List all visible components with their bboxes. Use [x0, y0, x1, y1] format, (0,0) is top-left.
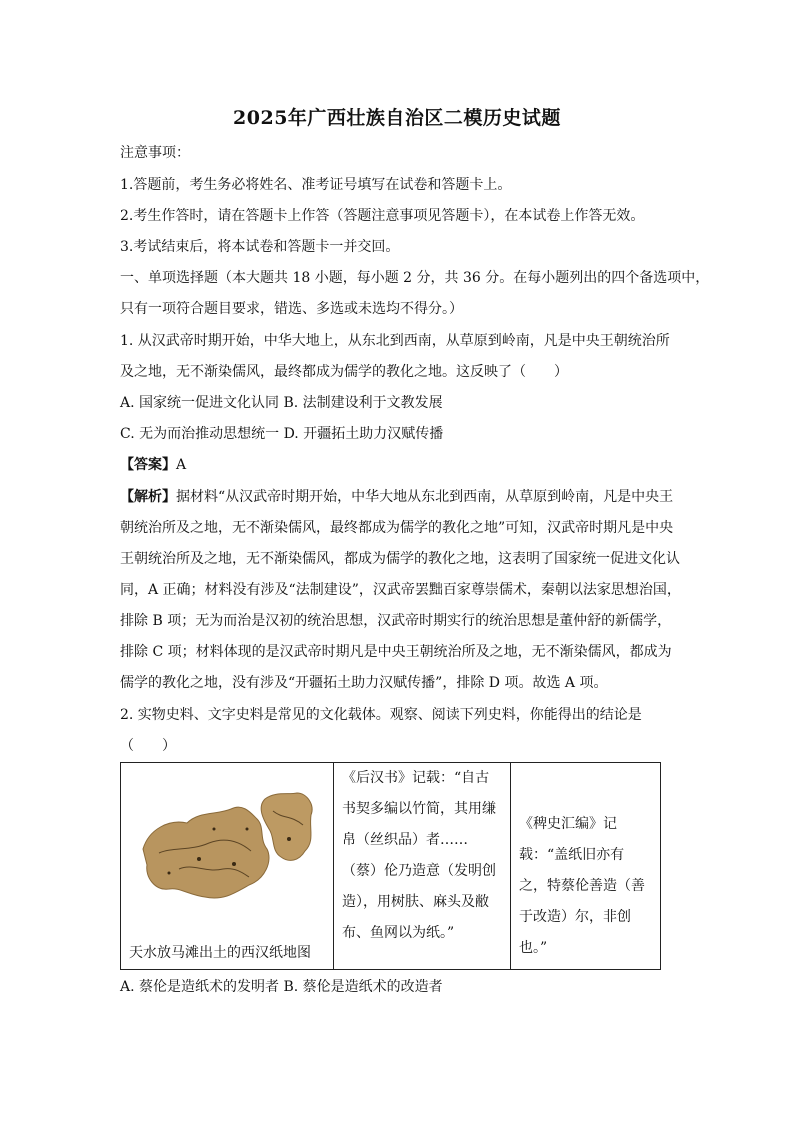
notice-heading: 注意事项：	[120, 145, 190, 161]
q1-stem-line2: 及之地，无不渐染儒风，最终都成为儒学的教化之地。这反映了（ ）	[120, 364, 568, 380]
q1-analysis-line2: 朝统治所及之地，无不渐染儒风，最终都成为儒学的教化之地”可知，汉武帝时期凡是中央	[120, 520, 674, 536]
q1-options-line1: A. 国家统一促进文化认同 B. 法制建设利于文教发展	[120, 395, 443, 411]
q1-stem-line1: 1. 从汉武帝时期开始，中华大地上，从东北到西南，从草原到岭南，凡是中央王朝统治所	[120, 333, 670, 349]
q1-answer	[120, 455, 676, 475]
notice-item-3: 3.考试结束后，将本试卷和答题卡一并交回。	[120, 239, 400, 255]
source-baishi-cell: 《稗史汇编》记载：“盖纸旧亦有之，特蔡伦善造（善于改造）尔，非创也。”	[511, 763, 661, 970]
page-title: 2025年广西壮族自治区二模历史试题	[233, 107, 561, 129]
source-image-cell	[121, 763, 334, 970]
q2-stem-line1: 2. 实物史料、文字史料是常见的文化载体。观察、阅读下列史料，你能得出的结论是	[120, 707, 642, 723]
source-houhanshu-cell: 《后汉书》记载：“自古书契多编以竹简，其用缣帛（丝织品）者……（蔡）伦乃造意（发明创造），用树肤、麻头及敝布、鱼网以为纸。”	[334, 763, 511, 970]
paper-map-image	[139, 789, 319, 909]
q1-analysis-line7: 儒学的教化之地，没有涉及“开疆拓土助力汉赋传播”，排除 D 项。故选 A 项。	[120, 675, 608, 691]
q1-analysis-line6: 排除 C 项；材料体现的是汉武帝时期凡是中央王朝统治所及之地，无不渐染儒风，都成为	[120, 644, 672, 660]
answer-value: A	[176, 457, 187, 473]
analysis-label: 【解析】	[120, 489, 176, 505]
source-table	[120, 762, 661, 970]
answer-label: 【答案】	[120, 457, 176, 473]
q1-analysis-line3: 王朝统治所及之地，无不渐染儒风，都成为儒学的教化之地，这表明了国家统一促进文化认	[120, 551, 680, 567]
analysis-text: 据材料“从汉武帝时期开始，中华大地从东北到西南，从草原到岭南，凡是中央王	[176, 489, 674, 505]
notice-item-1: 1.答题前，考生务必将姓名、准考证号填写在试卷和答题卡上。	[120, 177, 512, 193]
q1-analysis-line5: 排除 B 项；无为而治是汉初的统治思想，汉武帝时期实行的统治思想是董仲舒的新儒学，	[120, 613, 672, 629]
q1-analysis-line4: 同，A 正确；材料没有涉及“法制建设”，汉武帝罢黜百家尊崇儒术，秦朝以法家思想治国，	[120, 582, 681, 598]
q2-options-line1: A. 蔡伦是造纸术的发明者 B. 蔡伦是造纸术的改造者	[120, 979, 443, 995]
section-heading-line1: 一、单项选择题（本大题共 18 小题，每小题 2 分，共 36 分。在每小题列出的四个备选项中，	[120, 270, 710, 286]
q2-stem-line2: （ ）	[120, 738, 176, 754]
q1-analysis-line1	[120, 487, 676, 507]
q1-options-line2: C. 无为而治推动思想统一 D. 开疆拓土助力汉赋传播	[120, 426, 444, 442]
image-caption: 天水放马滩出土的西汉纸地图	[129, 945, 311, 961]
section-heading-line2: 只有一项符合题目要求，错选、多选或未选均不得分。）	[120, 301, 463, 317]
notice-item-2: 2.考生作答时，请在答题卡上作答（答题注意事项见答题卡），在本试卷上作答无效。	[120, 208, 645, 224]
